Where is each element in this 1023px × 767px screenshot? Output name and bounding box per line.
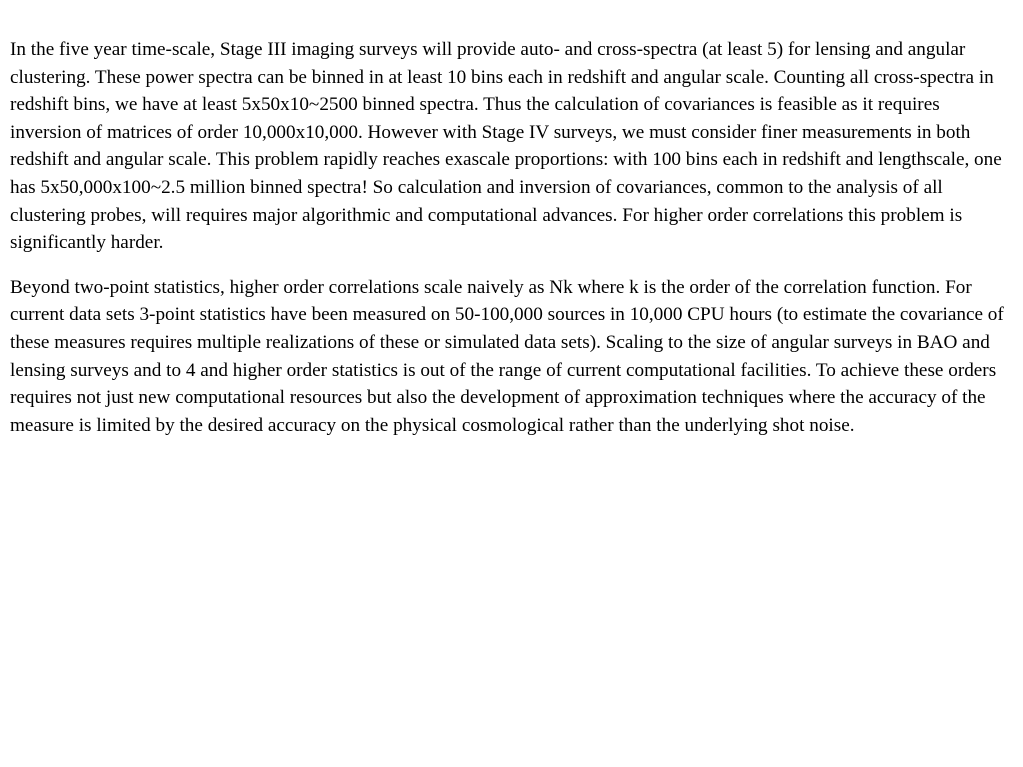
- paragraph-higher-order-statistics: Beyond two-point statistics, higher order correlations scale naively as Nk where k is the order of the correlation function. For current data sets 3-point statistics have been measured on 50-100,000 sources in 10,000 CPU hours (to estimate the covariance of these measures requires multiple realizations of these or simulated data sets). Scaling to the size of angular surveys in BAO and lensing surveys and to 4 and higher order statistics is out of the range of current computational facilities. To achieve these orders requires not just new computational resources but also the development of approximation techniques where the accuracy of the measure is limited by the desired accuracy on the physical cosmological rather than the underlying shot noise.: [10, 276, 1004, 436]
- paragraph-covariance-scaling: In the five year time-scale, Stage III imaging surveys will provide auto- and cross-spectra (at least 5) for lensing and angular clustering. These power spectra can be binned in at least 10 bins each in redshift and angular scale. Counting all cross-spectra in redshift bins, we have at least 5x50x10~2500 binned spectra. Thus the calculation of covariances is feasible as it requires inversion of matrices of order 10,000x10,000. However with Stage IV surveys, we must consider finer measurements in both redshift and angular scale. This problem rapidly reaches exascale proportions: with 100 bins each in redshift and lengthscale, one has 5x50,000x100~2.5 million binned spectra! So calculation and inversion of covariances, common to the analysis of all clustering probes, will requires major algorithmic and computational advances. For higher order correlations this problem is significantly harder.: [10, 39, 1002, 254]
